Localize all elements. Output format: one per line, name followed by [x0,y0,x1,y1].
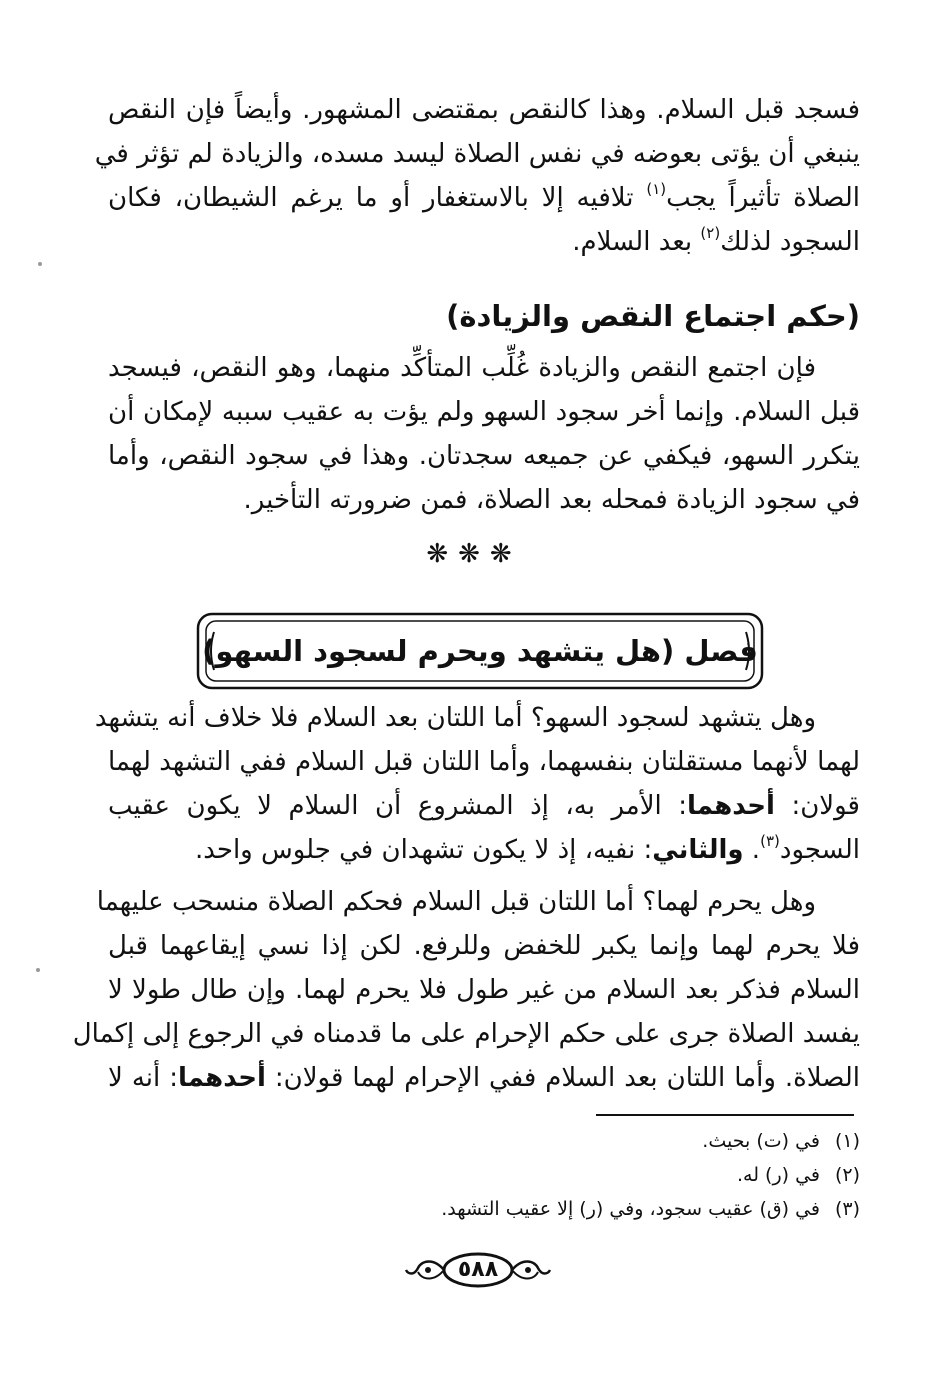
paragraph-1 [94,88,861,264]
footnote-1 [108,1124,860,1158]
paragraph-4 [72,880,860,1100]
text-line: السلام فذكر بعد السلام من غير طول فلا يحرم لهما. وإن طال طولا لا [108,975,860,1005]
text-segment: بعد السلام. [572,227,701,257]
paragraph-2 [108,346,860,522]
text-line: يتكرر السهو، فيكفي عن جميعه سجدتان. وهذا في سجود النقص، وأما [108,441,860,471]
text-line: فلا يحرم لهما وإنما يكبر للخفض وللرفع. لكن إذا نسي إيقاعهما قبل [108,931,860,961]
text-line: في سجود الزيادة فمحله بعد الصلاة، فمن ضرورته التأخير. [243,485,860,515]
footnote-divider [596,1114,854,1116]
chapter-title: فصل (هل يتشهد ويحرم لسجود السهو) [202,634,758,668]
text-line: فإن اجتمع النقص والزيادة غُلِّب المتأكِّد منهما، وهو النقص، فيسجد [108,353,816,383]
text-segment: السجود لذلك [720,227,860,257]
bold-term: والثاني [652,835,744,865]
bold-term: أحدهما [687,791,775,821]
text-line: يفسد الصلاة جرى على حكم الإحرام على ما قدمناه في الرجوع إلى إكمال [72,1019,860,1049]
text-segment: : أنه لا [108,1063,178,1093]
footnote-number: (٣) [834,1198,860,1220]
text-segment: : الأمر به، إذ المشروع أن السلام لا يكون عقيب [108,791,688,821]
chapter-title-frame [196,612,764,690]
footnote-3 [108,1192,860,1226]
scan-speck [38,262,42,266]
text-segment: الصلاة. وأما اللتان بعد السلام ففي الإحرام لهما قولان: [265,1063,860,1093]
footnote-text: في (ق) عقيب سجود، وفي (ر) إلا عقيب التشهد. [441,1198,820,1220]
footnote-text: في (ت) بحيث. [702,1130,820,1152]
page-number: ٥٨٨ [457,1257,499,1282]
bold-term: أحدهما [177,1063,266,1093]
text-line: قبل السلام. وإنما أخر سجود السهو ولم يؤت به عقيب سببه لإمكان أن [108,397,860,427]
scan-speck [36,968,40,972]
text-line [108,220,860,264]
text-segment: . [743,835,761,865]
footnote-ref-1[interactable]: (١) [646,180,667,198]
footnotes [108,1124,860,1226]
text-line: فسجد قبل السلام. وهذا كالنقص بمقتضى المشهور. وأيضاً فإن النقص [108,95,860,125]
text-segment: : نفيه، إذ لا يكون تشهدان في جلوس واحد. [194,835,653,865]
footnote-2 [108,1158,860,1192]
footnote-number: (٢) [834,1164,860,1186]
text-segment: تلافيه إلا بالاستغفار أو ما يرغم الشيطان، فكان [108,183,647,213]
text-line: وهل يحرم لهما؟ أما اللتان قبل السلام فحكم الصلاة منسحب عليهما [96,887,816,917]
footnote-ref-3[interactable]: (٣) [760,832,780,850]
paragraph-3 [94,696,860,872]
footnote-number: (١) [834,1130,860,1152]
text-line: ينبغي أن يؤتى بعوضه في نفس الصلاة ليسد مسده، والزيادة لم تؤثر في [94,139,860,169]
section-heading: (حكم اجتماع النقص والزيادة) [446,299,860,333]
text-line [108,828,860,872]
text-line [108,176,860,220]
text-segment: الصلاة تأثيراً يجب [666,183,861,213]
text-line: وهل يتشهد لسجود السهو؟ أما اللتان بعد السلام فلا خلاف أنه يتشهد [94,703,816,733]
footnote-text: في (ر) له. [736,1164,820,1186]
page-number-ornament [404,1250,552,1290]
text-line [108,784,860,828]
text-segment: قولان: [774,791,860,821]
text-segment: السجود [779,835,860,865]
section-separator: ❋❋❋ [426,539,522,569]
footnote-ref-2[interactable]: (٢) [700,224,721,242]
text-line: لهما لأنهما مستقلتان بنفسهما، وأما اللتان قبل السلام ففي التشهد لهما [108,747,860,777]
text-line [108,1056,860,1100]
